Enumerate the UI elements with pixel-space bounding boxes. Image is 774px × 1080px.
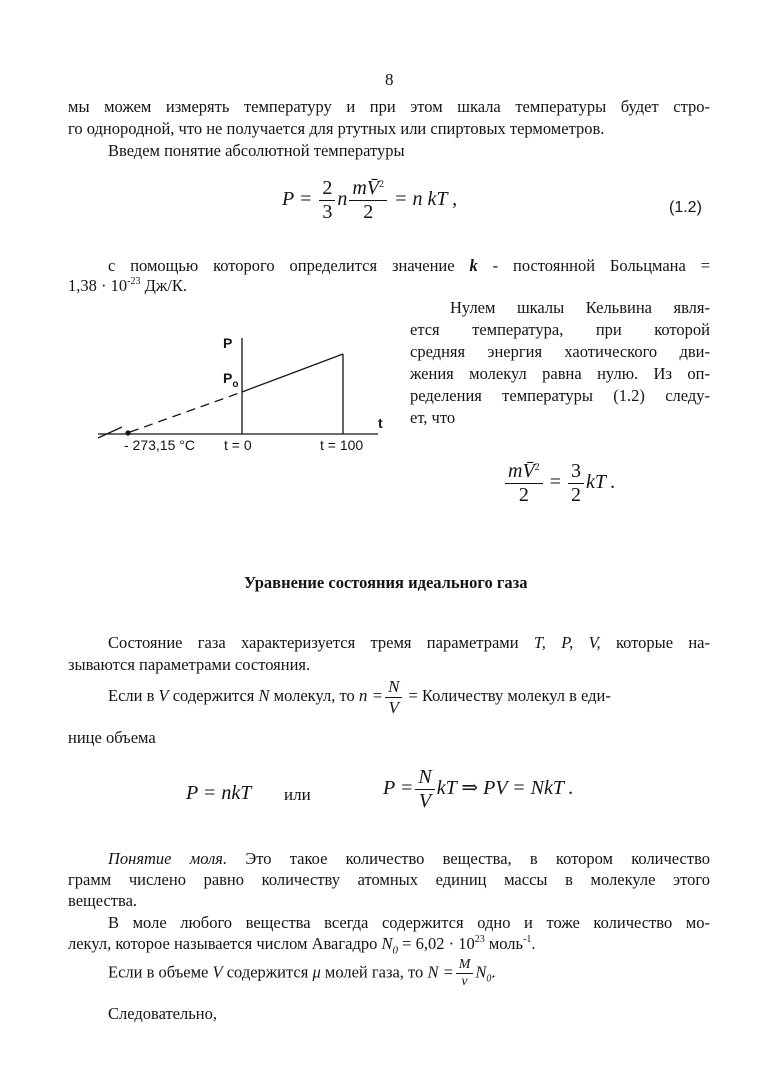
temperature-pressure-graph	[90, 330, 400, 465]
kelvin-text-line: ется температура, при которой	[410, 320, 710, 339]
mole-paragraph-line: вещества.	[68, 891, 138, 910]
equation-state-left: P = nkT	[186, 782, 252, 804]
section-title: Уравнение состояния идеального газа	[244, 573, 528, 592]
eq2-kinetic-fraction: $\frac{mV̄^2}{2}$	[505, 460, 543, 507]
k-symbol: k	[469, 256, 478, 275]
eq1-kinetic-fraction: $\frac{mV̄^2}{2}$	[349, 177, 387, 224]
eq1-rhs: = n kT ,	[394, 188, 458, 211]
p-axis-label: P	[223, 335, 233, 351]
avogadro-line: В моле любого вещества всегда содержится одно и тоже количество мо-	[108, 913, 710, 932]
avogadro-line: лекул, которое называется числом Авагадро $N_0 = 6,02 \cdot 10^{23}$ моль$^{-1}$.	[68, 934, 536, 957]
p0-label: $P_o$	[223, 370, 239, 390]
moles-line: Если в объеме V содержится μ молей газа, то N = $\frac{M}{\nu}$ $N_0$.	[108, 957, 496, 990]
paragraph-line: го однородной, что не получается для ртутных или спиртовых термометров.	[68, 119, 605, 138]
eq1-n: n	[337, 188, 348, 211]
conclusion: Следовательно,	[108, 1004, 217, 1023]
absolute-zero-point	[125, 430, 130, 435]
extrapolation-start	[98, 427, 122, 438]
kelvin-text-line: жения молекул равна нулю. Из оп-	[410, 364, 710, 383]
n-fraction: $\frac{N}{V}$	[385, 677, 402, 717]
mole-term: Понятие моля.	[108, 849, 228, 868]
concentration-definition: Если в V содержится N молекул, то n = $\frac{N}{V}$ = Количеству молекул в еди-	[108, 677, 611, 717]
absolute-zero-label: - 273,15 °C	[124, 437, 195, 453]
moles-fraction: $\frac{M}{\nu}$	[456, 957, 474, 990]
eq3-fraction: $\frac{N}{V}$	[415, 766, 434, 813]
kelvin-text-line: средняя энергия хаотического дви-	[410, 342, 710, 361]
pressure-line	[242, 354, 343, 392]
equation-or: или	[284, 785, 311, 804]
eq2-coefficient: $\frac{3}{2}$	[568, 460, 584, 507]
state-params: T, P, V,	[533, 633, 601, 652]
intro-absolute-temperature: Введем понятие абсолютной температуры	[108, 141, 405, 160]
t-axis-label: t	[378, 415, 383, 431]
paragraph-line: мы можем измерять температуру и при этом шкала температуры будет стро-	[68, 97, 710, 116]
page-number: 8	[385, 70, 394, 89]
mole-paragraph-line: Понятие моля. Это такое количество вещества, в котором количество	[108, 849, 710, 868]
kelvin-text-line: Нулем шкалы Кельвина явля-	[450, 298, 710, 317]
equation-number: (1.2)	[669, 199, 702, 216]
kelvin-text-line: ределения температуры (1.2) следу-	[410, 386, 710, 405]
eq1-lhs: P =	[282, 188, 313, 211]
equation-state-right: P = $\frac{N}{V}$ kT ⇒ PV = NkT .	[383, 766, 574, 812]
t100-label: t = 100	[320, 437, 364, 453]
extrapolated-line	[130, 392, 242, 432]
boltzmann-value: $1,38 \cdot 10^{-23}$ Дж/К.	[68, 276, 187, 295]
equation-energy: $\frac{mV̄^2}{2}$ = $\frac{3}{2}$ kT .	[503, 460, 616, 507]
mole-paragraph-line: грамм числено равно количеству атомных единиц массы в молекуле этого	[68, 870, 710, 889]
eq1-coefficient: $\frac{2}{3}$	[319, 177, 335, 224]
concentration-definition-end: нице объема	[68, 728, 156, 747]
state-paragraph-line: зываются параметрами состояния.	[68, 655, 311, 674]
boltzmann-line: с помощью которого определится значение k - постоянной Больцмана =	[108, 256, 711, 275]
kelvin-text-line: ет, что	[410, 408, 456, 427]
equation-1-2	[282, 177, 457, 224]
state-paragraph-line: Состояние газа характеризуется тремя параметрами T, P, V, которые на-	[108, 633, 711, 652]
t0-label: t = 0	[224, 437, 252, 453]
